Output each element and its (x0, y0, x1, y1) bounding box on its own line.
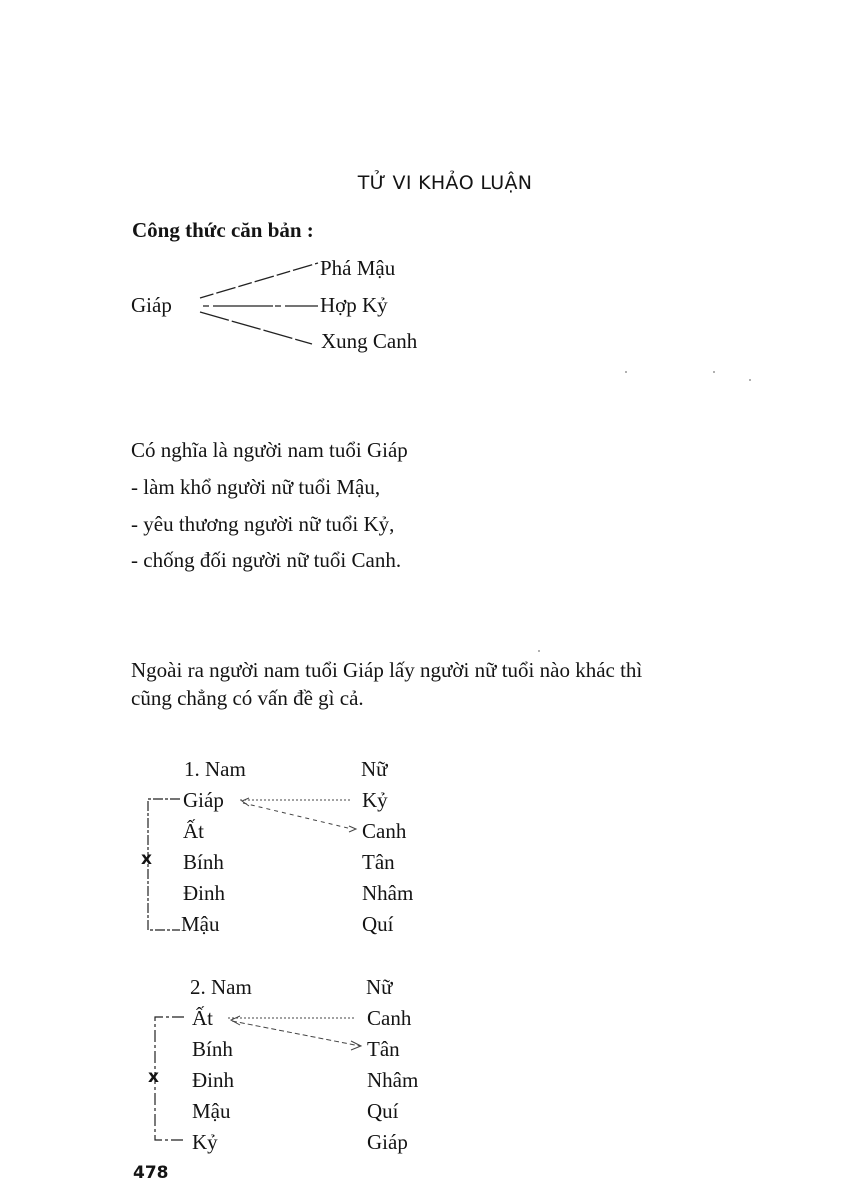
table1-right-5: Quí (362, 912, 394, 936)
running-header: TỬ VI KHẢO LUẬN (357, 172, 533, 194)
scan-speck (538, 650, 540, 652)
table1-right-4: Nhâm (362, 881, 414, 905)
explanation-line-4: - chống đối người nữ tuổi Canh. (131, 548, 402, 572)
table2-cross-mark: x (148, 1067, 159, 1087)
table2-left-3: Đinh (192, 1068, 234, 1092)
table1-left-5: Mậu (181, 912, 220, 936)
note-line-1: Ngoài ra người nam tuổi Giáp lấy người nữ tuổi nào khác thì (131, 658, 643, 682)
table2-right-3: Nhâm (367, 1068, 419, 1092)
explanation-line-1: Có nghĩa là người nam tuổi Giáp (131, 438, 408, 462)
table2-right-4: Quí (367, 1099, 399, 1123)
scan-speck (749, 379, 751, 381)
table2-left-5: Kỷ (192, 1130, 218, 1154)
table1-left-2: Ất (183, 819, 204, 843)
formula-connectors (200, 263, 318, 344)
table2-left-2: Bính (192, 1037, 233, 1061)
table2-arrows (228, 1016, 361, 1050)
table2-right-1: Canh (367, 1006, 412, 1030)
table2-right-2: Tân (367, 1037, 400, 1061)
formula-source: Giáp (131, 293, 172, 317)
table1-cross-mark: x (141, 849, 152, 869)
table1-right-2: Canh (362, 819, 407, 843)
formula-branch-3: Xung Canh (321, 329, 418, 353)
table2-bracket (155, 1017, 186, 1140)
table1-left-1: Giáp (183, 788, 224, 812)
scan-speck (625, 371, 627, 373)
explanation-line-2: - làm khổ người nữ tuổi Mậu, (131, 475, 381, 499)
page-number: 478 (133, 1163, 169, 1183)
table1-right-1: Kỷ (362, 788, 388, 812)
section-heading: Công thức căn bản : (132, 218, 314, 242)
table2-left-4: Mậu (192, 1099, 231, 1123)
table1-arrows (240, 798, 356, 832)
table2-right-5: Giáp (367, 1130, 408, 1154)
table2-left-1: Ất (192, 1006, 213, 1030)
explanation-line-3: - yêu thương người nữ tuổi Kỷ, (131, 512, 395, 536)
formula-branch-2: Hợp Kỷ (320, 293, 388, 317)
note-line-2: cũng chẳng có vấn đề gì cả. (131, 686, 364, 710)
table1-header-right: Nữ (361, 757, 388, 781)
scan-speck (713, 371, 715, 373)
table2-header-right: Nữ (366, 975, 393, 999)
table1-right-3: Tân (362, 850, 395, 874)
table1-left-3: Bính (183, 850, 224, 874)
formula-branch-1: Phá Mậu (320, 256, 396, 280)
table1-header-left: 1. Nam (184, 757, 246, 781)
table1-left-4: Đinh (183, 881, 225, 905)
table2-header-left: 2. Nam (190, 975, 252, 999)
table1-bracket (148, 799, 180, 930)
